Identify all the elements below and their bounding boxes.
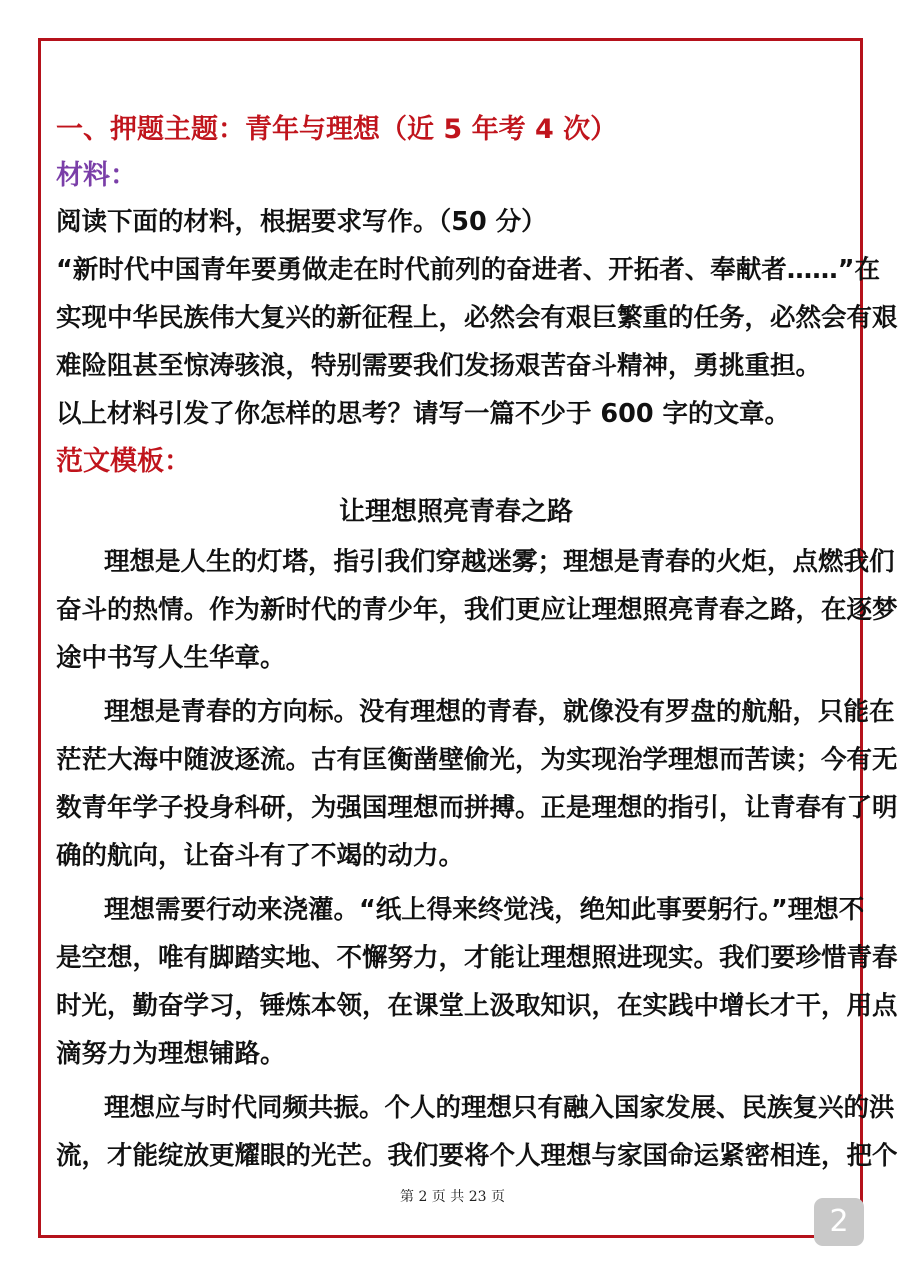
essay-line: 滴努力为理想铺路。 (56, 1039, 286, 1069)
essay-paragraph (56, 1084, 898, 1180)
essay-line: 流，才能绽放更耀眼的光芒。我们要将个人理想与家国命运紧密相连，把个 (56, 1141, 898, 1171)
sample-essay-label: 范文模板： (56, 446, 191, 477)
essay-line: 数青年学子投身科研，为强国理想而拼搏。正是理想的指引，让青春有了明 (56, 793, 898, 823)
page-footer: 第 2 页 共 23 页 (400, 1189, 505, 1205)
essay-line: 理想应与时代同频共振。个人的理想只有融入国家发展、民族复兴的洪 (104, 1093, 895, 1123)
essay-paragraph (56, 688, 898, 880)
page-number-badge: 2 (814, 1198, 864, 1246)
material-line: “新时代中国青年要勇做走在时代前列的奋进者、开拓者、奉献者……”在 (56, 255, 881, 285)
material-line: 实现中华民族伟大复兴的新征程上，必然会有艰巨繁重的任务，必然会有艰 (56, 303, 898, 333)
topic-heading: 一、押题主题：青年与理想（近 5 年考 4 次） (56, 114, 618, 145)
material-line: 难险阻甚至惊涛骇浪，特别需要我们发扬艰苦奋斗精神，勇挑重担。 (56, 351, 822, 381)
essay-line: 理想是青春的方向标。没有理想的青春，就像没有罗盘的航船，只能在 (104, 697, 895, 727)
essay-line: 途中书写人生华章。 (56, 643, 286, 673)
essay-line: 是空想，唯有脚踏实地、不懈努力，才能让理想照进现实。我们要珍惜青春 (56, 943, 898, 973)
material-line: 以上材料引发了你怎样的思考？请写一篇不少于 600 字的文章。 (56, 399, 790, 429)
essay-paragraph (56, 886, 898, 1078)
essay-title: 让理想照亮青春之路 (338, 497, 573, 527)
essay-line: 确的航向，让奋斗有了不竭的动力。 (56, 841, 465, 871)
essay-line: 时光，勤奋学习，锤炼本领，在课堂上汲取知识，在实践中增长才干，用点 (56, 991, 898, 1021)
essay-line: 理想是人生的灯塔，指引我们穿越迷雾；理想是青春的火炬，点燃我们 (104, 547, 895, 577)
document-content (56, 106, 898, 1180)
material-line: 阅读下面的材料，根据要求写作。（50 分） (56, 207, 547, 237)
material-label: 材料： (56, 160, 137, 191)
essay-paragraph (56, 538, 898, 682)
essay-line: 奋斗的热情。作为新时代的青少年，我们更应让理想照亮青春之路，在逐梦 (56, 595, 898, 625)
material-block (56, 198, 898, 438)
essay-line: 茫茫大海中随波逐流。古有匡衡凿壁偷光，为实现治学理想而苦读；今有无 (56, 745, 898, 775)
essay-line: 理想需要行动来浇灌。“纸上得来终觉浅，绝知此事要躬行。”理想不 (104, 895, 865, 925)
